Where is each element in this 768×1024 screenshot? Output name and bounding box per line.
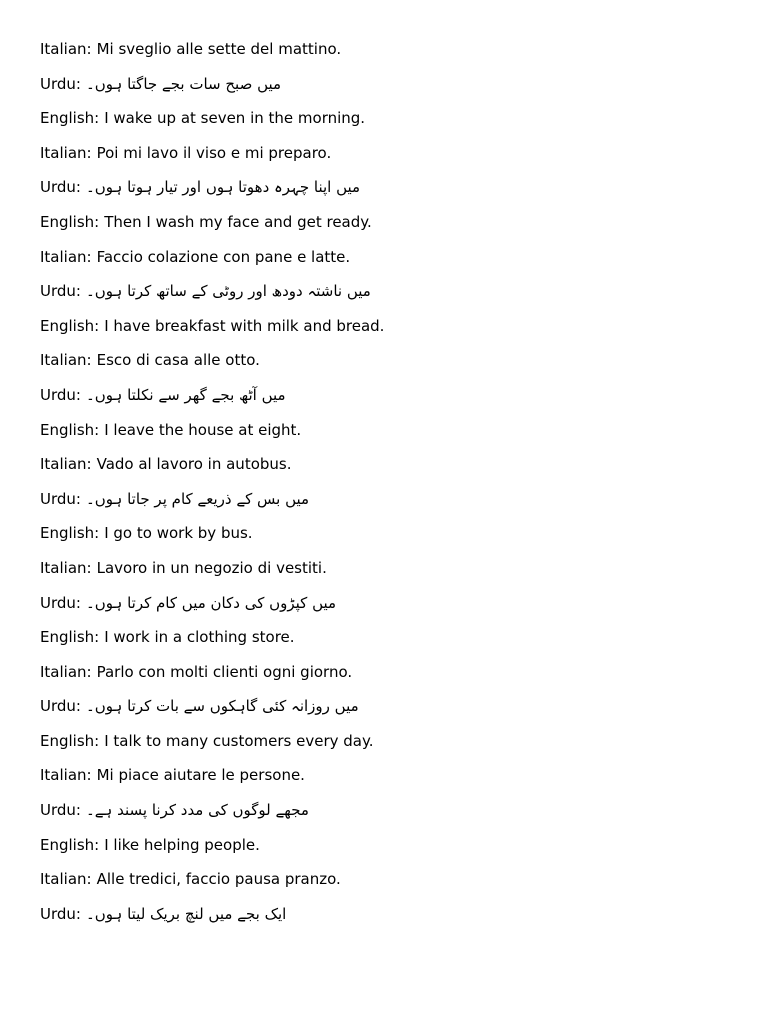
sentence-text: Poi mi lavo il viso e mi preparo.: [96, 143, 332, 162]
sentence-text: میں روزانہ کئی گاہکوں سے بات کرتا ہوں۔: [85, 697, 359, 716]
language-label: Italian:: [40, 870, 92, 889]
sentence-text: میں کپڑوں کی دکان میں کام کرتا ہوں۔: [85, 593, 337, 612]
language-label: English:: [40, 316, 100, 335]
language-label: Italian:: [40, 351, 92, 370]
sentence-text: میں بس کے ذریعے کام پر جاتا ہوں۔: [85, 489, 310, 508]
sentence-text: I go to work by bus.: [104, 524, 253, 543]
line-urdu: [40, 903, 740, 938]
sentence-text: میں ناشتہ دودھ اور روٹی کے ساتھ کرتا ہوں۔: [85, 282, 371, 301]
language-label: Urdu:: [40, 697, 81, 716]
sentence-text: Parlo con molti clienti ogni giorno.: [96, 662, 353, 681]
line-italian: [40, 764, 740, 799]
line-urdu: [40, 384, 740, 419]
language-label: Urdu:: [40, 593, 81, 612]
language-label: Urdu:: [40, 904, 81, 923]
sentence-text: میں صبح سات بجے جاگتا ہوں۔: [85, 74, 282, 93]
line-italian: [40, 38, 740, 73]
sentence-text: Then I wash my face and get ready.: [104, 212, 372, 231]
line-urdu: [40, 488, 740, 523]
language-label: Urdu:: [40, 801, 81, 820]
language-label: Urdu:: [40, 178, 81, 197]
line-urdu: [40, 280, 740, 315]
language-label: English:: [40, 524, 100, 543]
sentence-text: Vado al lavoro in autobus.: [96, 455, 292, 474]
line-english: [40, 730, 740, 765]
document-page: [40, 38, 740, 937]
sentence-text: مجھے لوگوں کی مدد کرنا پسند ہے۔: [85, 801, 309, 820]
language-label: Italian:: [40, 662, 92, 681]
sentence-text: Mi sveglio alle sette del mattino.: [96, 40, 342, 58]
line-italian: [40, 661, 740, 696]
line-urdu: [40, 799, 740, 834]
line-urdu: [40, 695, 740, 730]
sentence-text: I talk to many customers every day.: [104, 731, 374, 750]
sentence-text: I work in a clothing store.: [104, 628, 295, 647]
language-label: Urdu:: [40, 282, 81, 301]
line-english: [40, 522, 740, 557]
language-label: English:: [40, 835, 100, 854]
sentence-text: I have breakfast with milk and bread.: [104, 316, 385, 335]
line-english: [40, 211, 740, 246]
language-label: English:: [40, 212, 100, 231]
sentence-text: Esco di casa alle otto.: [96, 351, 260, 370]
language-label: English:: [40, 628, 100, 647]
language-label: Italian:: [40, 455, 92, 474]
language-label: Urdu:: [40, 489, 81, 508]
language-label: Italian:: [40, 143, 92, 162]
sentence-text: Lavoro in un negozio di vestiti.: [96, 558, 327, 577]
sentence-text: I wake up at seven in the morning.: [104, 109, 366, 128]
line-english: [40, 626, 740, 661]
line-english: [40, 419, 740, 454]
language-label: Italian:: [40, 247, 92, 266]
line-italian: [40, 349, 740, 384]
sentence-text: میں اپنا چہرہ دھوتا ہوں اور تیار ہوتا ہوں۔: [85, 178, 361, 197]
line-italian: [40, 142, 740, 177]
sentence-text: میں آٹھ بجے گھر سے نکلتا ہوں۔: [85, 385, 286, 404]
line-italian: [40, 557, 740, 592]
sentence-text: I leave the house at eight.: [104, 420, 302, 439]
line-italian: [40, 868, 740, 903]
language-label: Italian:: [40, 558, 92, 577]
language-label: English:: [40, 109, 100, 128]
sentence-text: I like helping people.: [104, 835, 260, 854]
line-italian: [40, 246, 740, 281]
line-urdu: [40, 176, 740, 211]
line-italian: [40, 453, 740, 488]
language-label: Urdu:: [40, 74, 81, 93]
sentence-text: Alle tredici, faccio pausa pranzo.: [96, 870, 341, 889]
language-label: English:: [40, 420, 100, 439]
line-urdu: [40, 592, 740, 627]
sentence-text: ایک بجے میں لنچ بریک لیتا ہوں۔: [85, 904, 287, 923]
language-label: Urdu:: [40, 385, 81, 404]
language-label: Italian:: [40, 766, 92, 785]
line-english: [40, 834, 740, 869]
language-label: English:: [40, 731, 100, 750]
line-urdu: [40, 73, 740, 108]
sentence-text: Faccio colazione con pane e latte.: [96, 247, 351, 266]
language-label: Italian:: [40, 40, 92, 58]
line-english: [40, 315, 740, 350]
sentence-text: Mi piace aiutare le persone.: [96, 766, 305, 785]
line-english: [40, 107, 740, 142]
